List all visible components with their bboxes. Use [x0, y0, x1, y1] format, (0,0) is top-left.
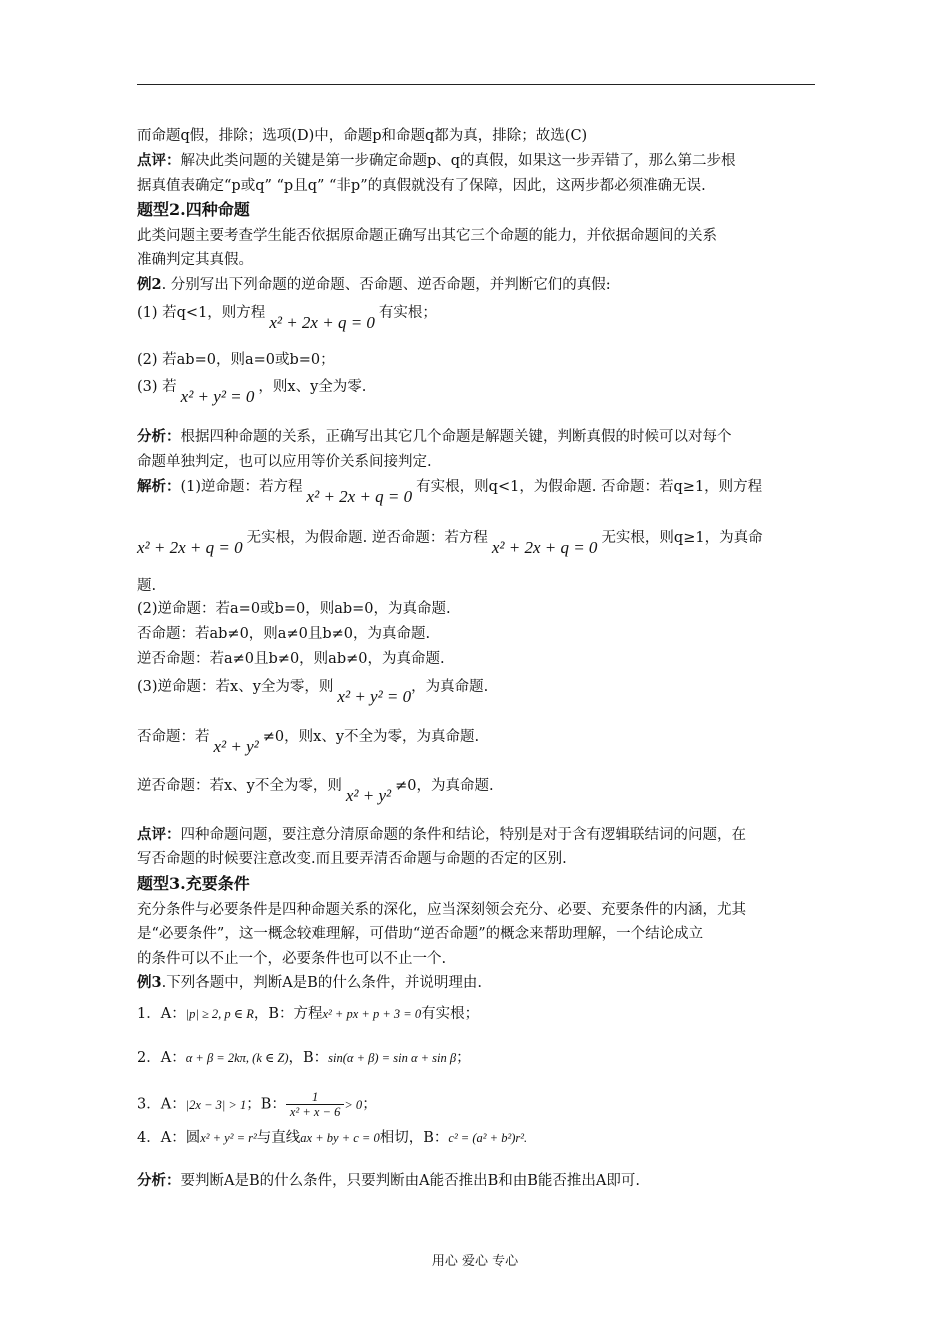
- math-q2-a: α + β = 2kπ, (k ∈ Z): [185, 1051, 289, 1065]
- text-line: 点评：解决此类问题的关键是第一步确定命题p、q的真假，如果这一步弄错了，那么第二步根: [137, 152, 736, 169]
- math-quadratic: x² + 2x + q = 0: [491, 538, 598, 557]
- solution-3c: 逆否命题：若x、y不全为零，则 x² + y² ≠0，为真命题.: [137, 778, 494, 805]
- math-q3-fraction: $\frac{1}{\text{x² + x − 6}}$: [286, 1090, 344, 1119]
- text-line: 而命题q假，排除；选项(D)中，命题p和命题q都为真，排除；故选(C): [137, 128, 588, 144]
- problem-2: (2) 若ab=0，则a=0或b=0；: [137, 352, 335, 368]
- problem-1: (1) 若q<1，则方程 x² + 2x + q = 0 有实根；: [137, 305, 437, 332]
- example-heading: 例2. 分别写出下列命题的逆命题、否命题、逆否命题，并判断它们的真假:: [137, 276, 611, 293]
- text-line: 充分条件与必要条件是四种命题关系的深化，应当深刻领会充分、必要、充要条件的内涵，尤其: [137, 902, 746, 918]
- example-heading: 例3.下列各题中，判断A是B的什么条件，并说明理由.: [137, 974, 482, 991]
- problem-3: (3) 若 x² + y² = 0 ，则x、y全为零.: [137, 379, 367, 406]
- text-line: 准确判定其真假。: [137, 252, 253, 268]
- text-line: (2)逆命题：若a=0或b=0，则ab=0，为真命题.: [137, 601, 451, 617]
- analysis: 分析：根据四种命题的关系，正确写出其它几个命题是解题关键，判断真假的时候可以对每个: [137, 428, 732, 445]
- math-q4-b: c² = (a² + b²)r².: [448, 1131, 528, 1145]
- math-sum: x² + y²: [345, 786, 392, 805]
- question-2: 2．A：α + β = 2kπ, (k ∈ Z)，B：sin(α + β) = sin α + sin β；: [137, 1050, 471, 1066]
- math-q4-circle: x² + y² = r²: [200, 1131, 257, 1145]
- section-heading: 题型2.四种命题: [137, 200, 250, 219]
- question-1: 1．A：|p| ≥ 2, p ∈ R，B：方程x² + px + p + 3 = 0有实根；: [137, 1006, 480, 1022]
- math-q1-cond: |p| ≥ 2, p ∈ R: [185, 1007, 254, 1021]
- math-q4-line: ax + by + c = 0: [300, 1131, 380, 1145]
- text-line: 写否命题的时候要注意改变.而且要弄清否命题与命题的否定的区别.: [137, 851, 567, 867]
- solution-1b: x² + 2x + q = 0 无实根，为假命题. 逆否命题：若方程 x² + 2x + q = 0 无实根，则q≥1，为真命: [137, 530, 763, 557]
- text-line: 命题单独判定，也可以应用等价关系间接判定.: [137, 454, 432, 470]
- text-line: 题.: [137, 578, 157, 594]
- math-q3-a: |2x − 3| > 1: [185, 1097, 247, 1112]
- math-sum-zero: x² + y² = 0: [337, 687, 412, 706]
- text-line: 是“必要条件”，这一概念较难理解，可借助“逆否命题”的概念来帮助理解，一个结论成立: [137, 926, 704, 942]
- math-sum: x² + y²: [213, 737, 259, 756]
- math-q2-b: sin(α + β) = sin α + sin β: [328, 1051, 457, 1065]
- question-4: 4．A：圆x² + y² = r²与直线ax + by + c = 0相切，B：c² = (a² + b²)r².: [137, 1130, 528, 1146]
- solution-1: 解析：(1)逆命题：若方程 x² + 2x + q = 0 有实根，则q<1，为假命题. 否命题：若q≥1，则方程: [137, 478, 763, 506]
- math-sum-zero: x² + y² = 0: [180, 387, 255, 406]
- text-line: 的条件可以不止一个，必要条件也可以不止一个.: [137, 951, 447, 967]
- text-line: 否命题：若ab≠0，则a≠0且b≠0，为真命题.: [137, 626, 431, 642]
- section-heading: 题型3.充要条件: [137, 874, 250, 893]
- math-quadratic: x² + 2x + q = 0: [269, 313, 375, 332]
- question-3: 3．A：|2x − 3| > 1；B： $\frac{1}{\text{x² + x − 6}}$ > 0；: [137, 1090, 377, 1119]
- label-comment: 点评：: [137, 152, 181, 169]
- math-quadratic: x² + 2x + q = 0: [306, 487, 413, 506]
- comment: 点评：四种命题问题，要注意分清原命题的条件和结论，特别是对于含有逻辑联结词的问题，在: [137, 826, 746, 843]
- analysis-2: 分析：要判断A是B的什么条件，只要判断由A能否推出B和由B能否推出A即可.: [137, 1172, 640, 1189]
- solution-3b: 否命题：若 x² + y² ≠0，则x、y不全为零，为真命题.: [137, 729, 480, 756]
- text-line: 此类问题主要考查学生能否依据原命题正确写出其它三个命题的能力，并依据命题间的关系: [137, 228, 717, 244]
- text-line: 据真值表确定“p或q” “p且q” “非p”的真假就没有了保障，因此，这两步都必须准确无误.: [137, 178, 706, 194]
- math-quadratic: x² + 2x + q = 0: [137, 538, 243, 557]
- header-rule: [137, 84, 815, 85]
- math-q1-eq: x² + px + p + 3 = 0: [322, 1007, 422, 1021]
- page-footer: 用心 爱心 专心: [431, 1254, 519, 1269]
- solution-3: (3)逆命题：若x、y全为零，则 x² + y² = 0，为真命题.: [137, 679, 489, 706]
- text-line: 逆否命题：若a≠0且b≠0，则ab≠0，为真命题.: [137, 651, 445, 667]
